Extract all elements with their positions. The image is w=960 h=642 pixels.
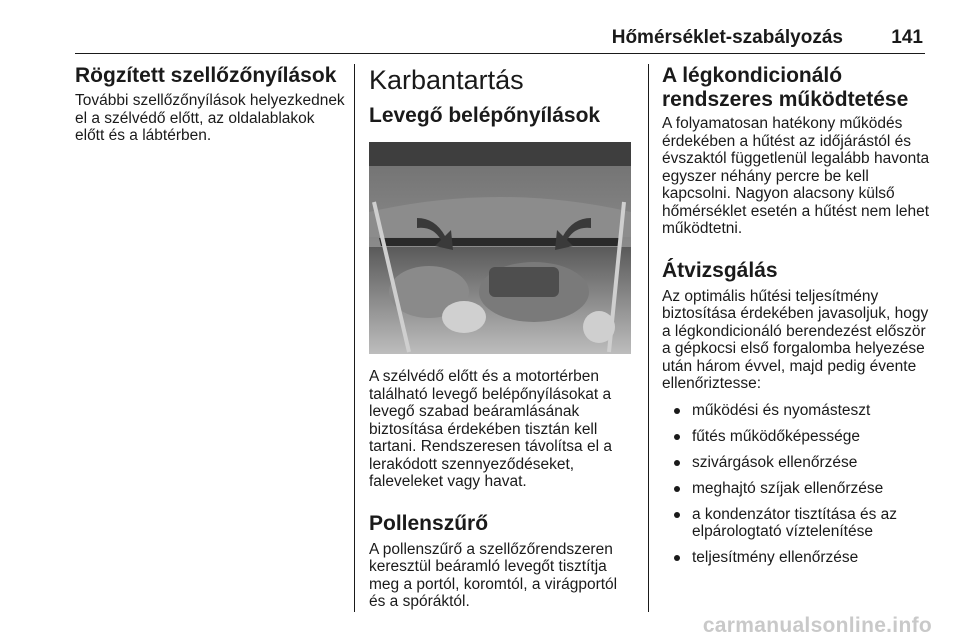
list-item: működési és nyomásteszt xyxy=(662,402,930,420)
page-header xyxy=(75,27,925,54)
watermark: carmanualsonline.info xyxy=(702,614,932,637)
air-intake-text: A szélvédő előtt és a motortérben található levegő belépőnyílásokat a levegő szabad beáramlásának biztosítása érdekében tisztán kell tartani. Rendszeresen távolítsa el a lerakódott szennyeződéseket, faleveleket vagy havat. xyxy=(369,368,612,490)
column-3 xyxy=(662,64,930,575)
pollen-filter-text: A pollenszűrő a szellőzőrendszeren keresztül beáramló levegőt tisztítja meg a portól, koromtól, a virágportól és a spóráktól. xyxy=(369,540,618,610)
maintenance-heading: Karbantartás xyxy=(369,65,524,95)
pollen-filter-heading: Pollenszűrő xyxy=(369,511,489,535)
page-number: 141 xyxy=(891,27,923,48)
column-divider-1 xyxy=(354,64,355,612)
column-2 xyxy=(369,64,635,611)
ac-operation-heading: A légkondicionáló rendszeres működtetése xyxy=(662,64,909,111)
list-item: teljesítmény ellenőrzése xyxy=(662,549,930,567)
fixed-vents-text: További szellőzőnyílások helyezkednek el a szélvédő előtt, az oldalablakok előtt és a lábtérben. xyxy=(75,92,345,144)
list-item: szivárgások ellenőrzése xyxy=(662,454,930,472)
ac-operation-text: A folyamatosan hatékony működés érdekében a hűtést az időjárástól és évszaktól függetlenül legalább havonta egyszer néhány percre be kell kapcsolni. Nagyon alacsony külső hőmérséklet esetén a hűtést nem lehet működtetni. xyxy=(662,115,930,237)
engine-bay-photo xyxy=(369,142,631,354)
engine-bay-illustration xyxy=(369,142,631,354)
column-divider-2 xyxy=(648,64,649,612)
air-intake-heading: Levegő belépőnyílások xyxy=(369,104,601,127)
section-title: Hőmérséklet-szabályozás xyxy=(611,27,843,48)
inspection-text: Az optimális hűtési teljesítmény biztosítása érdekében javasoljuk, hogy a légkondicionáló berendezést először a gépkocsi első forgalomba helyezése után három évvel, majd pedig évente ellenőriztesse: xyxy=(662,287,929,392)
list-item: fűtés működőképessége xyxy=(662,428,930,446)
column-1 xyxy=(75,64,345,145)
list-item: a kondenzátor tisztítása és az elpárologtató víztelenítése xyxy=(662,506,930,541)
fixed-vents-heading: Rögzített szellőzőnyílások xyxy=(75,64,337,87)
inspection-heading: Átvizsgálás xyxy=(662,258,778,282)
inspection-list xyxy=(662,402,930,567)
list-item: meghajtó szíjak ellenőrzése xyxy=(662,480,930,498)
